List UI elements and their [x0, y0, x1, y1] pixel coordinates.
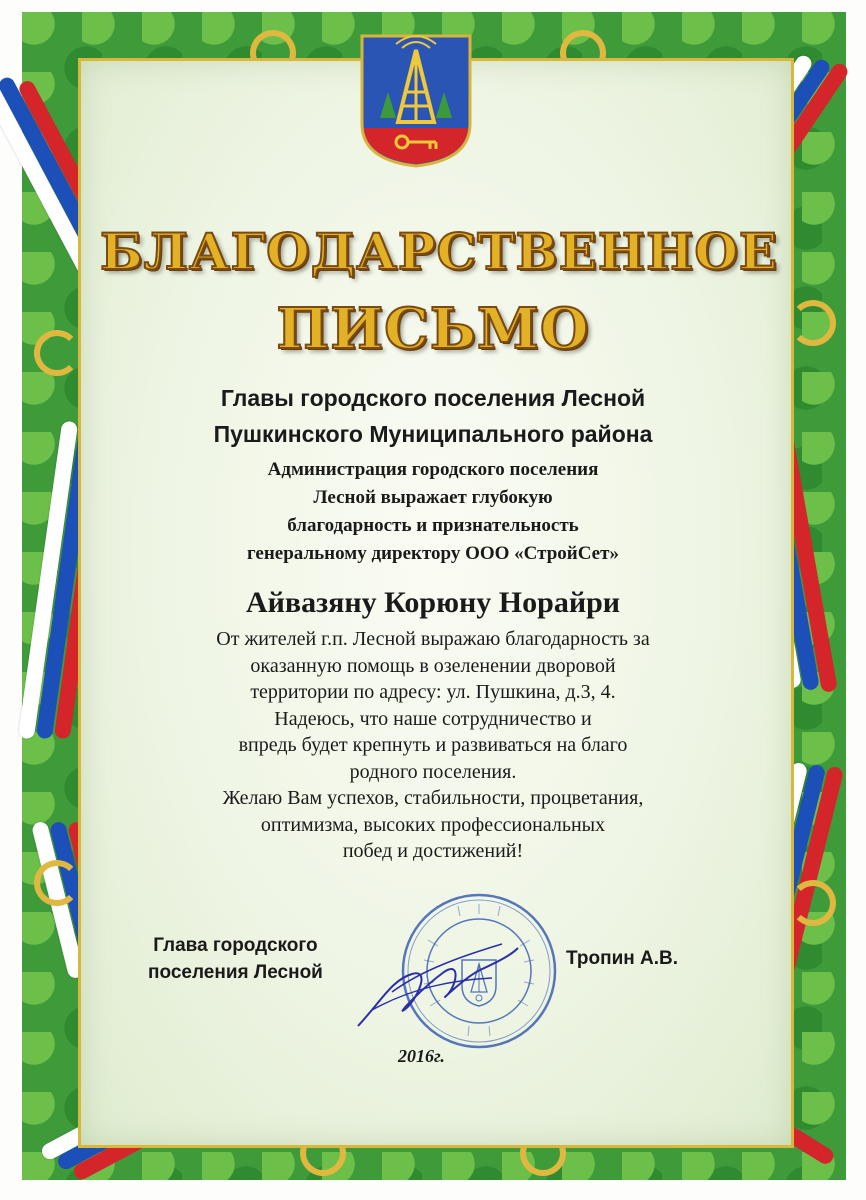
- issuer-line: Главы городского поселения Лесной: [220, 385, 646, 411]
- issuer-heading: [120, 380, 746, 452]
- body-line: побед и достижений!: [342, 840, 524, 862]
- signatory-name: Тропин А.В.: [566, 948, 679, 969]
- intro-line: генеральному директору ООО «СтройСет»: [247, 543, 619, 564]
- signatory-title: [148, 932, 323, 986]
- body-line: территории по адресу: ул. Пушкина, д.3, 4.: [250, 681, 616, 703]
- signatory-title-line: Глава городского: [153, 935, 318, 956]
- intro-line: Лесной выражает глубокую: [313, 487, 553, 508]
- intro-line: благодарность и признательность: [287, 515, 579, 536]
- body-line: оптимизма, высоких профессиональных: [260, 813, 606, 836]
- document-title-line2: ПИСЬМО: [276, 296, 590, 362]
- coat-of-arms-icon: [358, 32, 474, 168]
- issuer-line: Пушкинского Муниципального района: [213, 421, 653, 447]
- recipient-name: Айвазяну Корюну Норайри: [245, 586, 621, 619]
- body-line: От жителей г.п. Лесной выражаю благодарность за: [216, 628, 650, 650]
- body-line: родного поселения.: [349, 760, 517, 783]
- signatory-title-line: поселения Лесной: [148, 962, 323, 983]
- document-year: 2016г.: [398, 1046, 445, 1066]
- body-line: впредь будет крепнуть и развиваться на благо: [238, 734, 628, 756]
- body-line: оказанную помощь в озеленении дворовой: [250, 654, 616, 677]
- body-line: Желаю Вам успехов, стабильности, процветания,: [222, 787, 644, 809]
- handwritten-signature: [352, 930, 522, 1040]
- body-line: Надеюсь, что наше сотрудничество и: [274, 707, 592, 730]
- document-title-line1: БЛАГОДАРСТВЕННОЕ: [100, 222, 779, 281]
- letter-body: [120, 626, 746, 865]
- intro-line: Администрация городского поселения: [267, 459, 599, 480]
- intro-paragraph: [120, 456, 746, 568]
